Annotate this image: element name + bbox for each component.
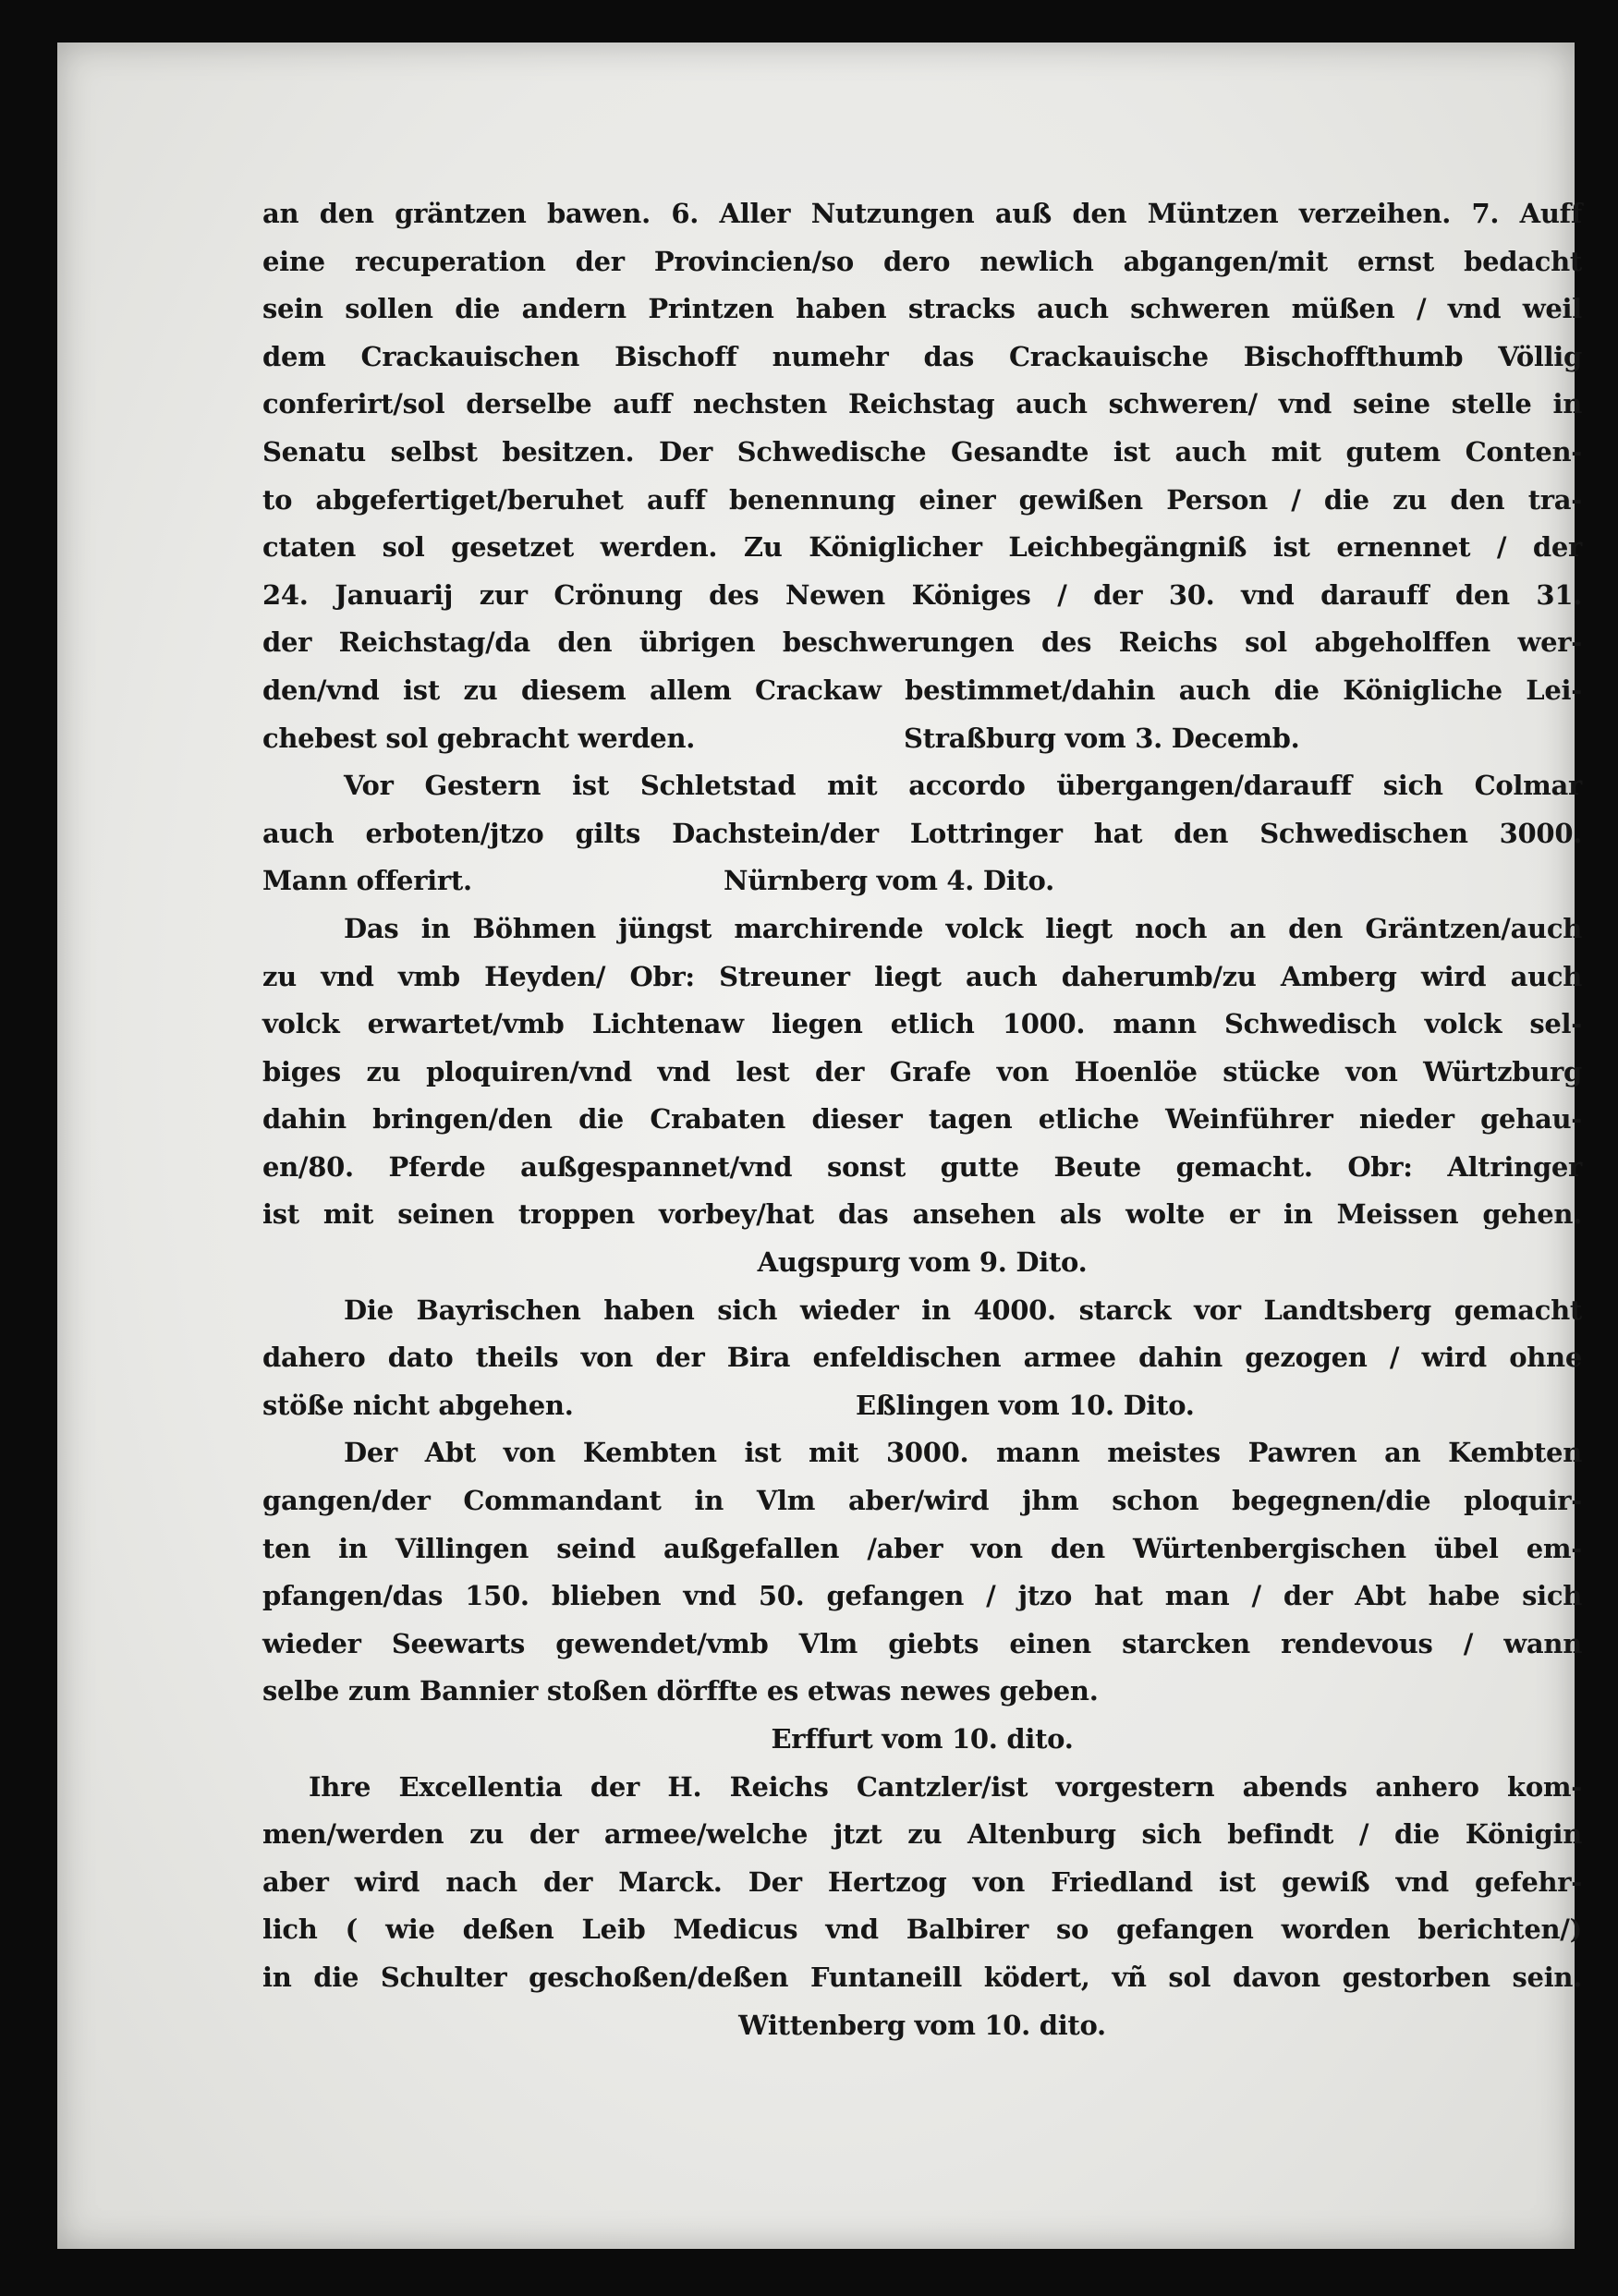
text-line	[262, 1668, 1582, 1716]
dateline-heading	[262, 2002, 1582, 2050]
line-text: chebest sol gebracht werden.	[262, 722, 696, 754]
text-line	[262, 1334, 1582, 1382]
dateline-heading	[262, 1239, 1582, 1287]
text-line	[262, 524, 1582, 572]
line-text: stöße nicht abgehen.	[262, 1389, 574, 1421]
line-text: den/vnd ist zu diesem allem Crackaw bestimmet/dahin auch die Königliche Lei-	[262, 674, 1582, 706]
text-line	[262, 619, 1582, 667]
body-text	[262, 190, 1582, 2049]
text-line	[262, 1859, 1582, 1907]
line-text: dahin bringen/den die Crabaten dieser tagen etliche Weinführer nieder gehau-	[262, 1103, 1582, 1136]
line-text: selbe zum Bannier stoßen dörffte es etwas newes geben.	[262, 1675, 1099, 1707]
line-text: Augspurg vom 9. Dito.	[757, 1246, 1088, 1279]
text-line	[262, 477, 1582, 525]
text-line	[262, 1954, 1582, 2002]
text-line	[262, 1906, 1582, 1954]
text-line	[262, 238, 1582, 286]
line-text: Vor Gestern ist Schletstad mit accordo übergangen/darauff sich Colmar	[344, 770, 1582, 802]
text-line	[262, 190, 1582, 238]
text-line	[262, 1049, 1582, 1097]
line-text: 24. Januarij zur Crönung des Newen Königes / der 30. vnd darauff den 31.	[262, 578, 1582, 611]
text-line	[262, 285, 1582, 334]
line-text: aber wird nach der Marck. Der Hertzog von Friedland ist gewiß vnd gefehr-	[262, 1865, 1582, 1898]
text-line	[262, 1096, 1582, 1144]
text-line	[262, 1144, 1582, 1192]
text-line	[262, 1573, 1582, 1621]
line-text: ctaten sol gesetzet werden. Zu Königlicher Leichbegängniß ist ernennet / der	[262, 531, 1582, 564]
dateline-heading: Eßlingen vom 10. Dito.	[856, 1389, 1195, 1421]
line-text: ten in Villingen seind außgefallen /aber von den Würtenbergischen übel em-	[262, 1532, 1582, 1564]
line-text: lich ( wie deßen Leib Medicus vnd Balbirer so gefangen worden berichten/)	[262, 1913, 1582, 1946]
text-line	[262, 857, 1582, 905]
line-text: volck erwartet/vmb Lichtenaw liegen etlich 1000. mann Schwedisch volck sel-	[262, 1008, 1582, 1040]
text-line	[262, 715, 1582, 763]
text-line	[262, 810, 1582, 858]
line-text: biges zu ploquiren/vnd vnd lest der Grafe von Hoenlöe stücke von Würtzburg	[262, 1055, 1582, 1087]
line-text: en/80. Pferde außgespannet/vnd sonst gutte Beute gemacht. Obr: Altringer	[262, 1150, 1582, 1183]
line-text: in die Schulter geschoßen/deßen Funtaneill ködert, vñ sol davon gestorben sein.	[262, 1961, 1582, 1993]
line-text: pfangen/das 150. blieben vnd 50. gefangen / jtzo hat man / der Abt habe sich	[262, 1580, 1582, 1612]
line-text: Senatu selbst besitzen. Der Schwedische Gesandte ist auch mit gutem Conten-	[262, 435, 1582, 468]
text-line	[262, 1525, 1582, 1573]
line-text: Der Abt von Kembten ist mit 3000. mann meistes Pawren an Kembten	[344, 1437, 1582, 1469]
text-line	[262, 762, 1582, 810]
line-text: zu vnd vmb Heyden/ Obr: Streuner liegt auch daherumb/zu Amberg wird auch	[262, 960, 1582, 992]
text-line	[262, 1191, 1582, 1239]
line-text: Wittenberg vom 10. dito.	[738, 2009, 1106, 2041]
line-text: Die Bayrischen haben sich wieder in 4000. starck vor Landtsberg gemacht	[344, 1294, 1582, 1326]
line-text: eine recuperation der Provincien/so dero newlich abgangen/mit ernst bedacht	[262, 245, 1582, 277]
dateline-heading: Nürnberg vom 4. Dito.	[724, 865, 1054, 897]
text-line	[262, 954, 1582, 1002]
line-text: wieder Seewarts gewendet/vmb Vlm giebts einen starcken rendevous / wann	[262, 1627, 1582, 1659]
line-text: ist mit seinen troppen vorbey/hat das ansehen als wolte er in Meissen gehen.	[262, 1198, 1582, 1231]
line-text: conferirt/sol derselbe auff nechsten Reichstag auch schweren/ vnd seine stelle in	[262, 388, 1582, 420]
line-text: an den gräntzen bawen. 6. Aller Nutzungen auß den Müntzen verzeihen. 7. Auff	[262, 198, 1582, 229]
line-text: Das in Böhmen jüngst marchirende volck liegt noch an den Gräntzen/auch	[344, 912, 1582, 944]
line-text: to abgefertiget/beruhet auff benennung einer gewißen Person / die zu den tra-	[262, 483, 1582, 516]
text-line	[262, 429, 1582, 477]
text-line	[262, 667, 1582, 715]
text-line	[262, 1429, 1582, 1477]
line-text: men/werden zu der armee/welche jtzt zu Altenburg sich befindt / die Königin	[262, 1818, 1582, 1851]
text-line	[262, 905, 1582, 954]
line-text: Mann offerirt.	[262, 865, 472, 897]
text-line	[262, 1621, 1582, 1669]
line-text: Erffurt vom 10. dito.	[771, 1723, 1074, 1755]
text-line	[262, 381, 1582, 429]
dateline-heading: Straßburg vom 3. Decemb.	[904, 722, 1300, 754]
line-text: auch erboten/jtzo gilts Dachstein/der Lottringer hat den Schwedischen 3000.	[262, 817, 1582, 849]
line-text: dem Crackauischen Bischoff numehr das Crackauische Bischoffthumb Völlig	[262, 340, 1582, 372]
text-line	[262, 1382, 1582, 1430]
text-line	[262, 334, 1582, 382]
line-text: der Reichstag/da den übrigen beschwerungen des Reichs sol abgeholffen wer-	[262, 626, 1582, 659]
scanned-page	[57, 43, 1582, 2249]
text-line	[262, 1764, 1582, 1812]
text-line	[262, 1287, 1582, 1335]
text-line	[262, 1001, 1582, 1049]
line-text: dahero dato theils von der Bira enfeldischen armee dahin gezogen / wird ohne	[262, 1342, 1582, 1374]
text-line	[262, 1811, 1582, 1859]
line-text: gangen/der Commandant in Vlm aber/wird jhm schon begegnen/die ploquir-	[262, 1485, 1582, 1517]
text-line	[262, 1477, 1582, 1525]
text-line	[262, 572, 1582, 620]
line-text: sein sollen die andern Printzen haben stracks auch schweren müßen / vnd weil	[262, 293, 1582, 325]
dateline-heading	[262, 1716, 1582, 1764]
line-text: Ihre Excellentia der H. Reichs Cantzler/ist vorgestern abends anhero kom-	[309, 1770, 1582, 1803]
